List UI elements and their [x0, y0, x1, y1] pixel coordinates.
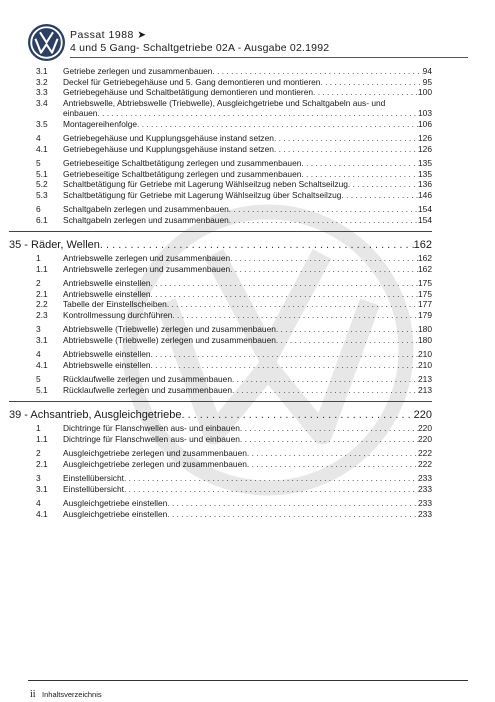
page-header	[28, 24, 468, 62]
toc-entry-title: Einstellübersicht	[63, 483, 124, 494]
header-model: Passat 1988 ➤	[70, 29, 147, 41]
toc-entry-page: 233	[418, 483, 432, 494]
toc-entry[interactable]	[36, 310, 432, 321]
toc-entry[interactable]	[36, 335, 432, 346]
toc-entry-title-line2: einbauen	[63, 108, 98, 118]
toc-entry-number: 1.1	[36, 433, 48, 444]
toc-entry-title-wrap	[63, 459, 432, 470]
toc-entry-page: 175	[418, 288, 432, 299]
toc-entry-page: 213	[418, 384, 432, 395]
toc-entry[interactable]	[36, 144, 432, 155]
toc-entry-title-wrap	[63, 473, 432, 484]
toc-entry-title-wrap	[63, 66, 432, 77]
toc-entry-page: 135	[418, 168, 432, 179]
toc-leader-dots	[100, 238, 414, 252]
toc-entry-title-wrap	[63, 98, 432, 109]
toc-entry-page: 233	[418, 508, 432, 519]
toc-entry-number: 5.1	[36, 384, 48, 395]
toc-entry-page: 94	[422, 66, 432, 76]
toc-entry[interactable]	[36, 289, 432, 300]
toc-entry[interactable]	[36, 349, 432, 360]
toc-leader-dots	[301, 158, 418, 169]
toc-entry-number: 4	[36, 349, 41, 359]
footer-rule	[28, 680, 468, 681]
toc-entry-title-wrap	[63, 423, 432, 434]
toc-entry-number: 1.1	[36, 263, 48, 274]
toc-entry-title-wrap	[63, 385, 432, 396]
toc-entry-page: 106	[418, 118, 432, 129]
toc-entry-title: Abtriebswelle einstellen	[63, 349, 151, 359]
toc-entry-title: Deckel für Getriebegehäuse und 5. Gang demontieren und montieren	[63, 76, 321, 87]
toc-entry-title: Antriebswelle zerlegen und zusammenbauen	[63, 263, 231, 274]
toc-entry-title: Antriebswelle einstellen	[63, 288, 151, 299]
toc-leader-dots	[181, 408, 413, 422]
toc-entry-title-wrap	[63, 169, 432, 180]
toc-entry-title: Ausgleichgetriebe einstellen	[63, 508, 168, 519]
toc-entry-number: 3	[36, 324, 41, 334]
toc-entry[interactable]	[36, 66, 432, 77]
toc-leader-dots	[229, 204, 418, 215]
toc-entry-title: Rücklaufwelle zerlegen und zusammenbauen	[63, 384, 232, 395]
toc-entry-title: Antriebswelle, Abtriebswelle (Triebwelle), Ausgleichgetriebe und Schaltgabeln aus- und	[63, 97, 386, 108]
toc-entry-number: 6	[36, 204, 41, 214]
toc-entry-page: 179	[418, 309, 432, 320]
toc-entry-title-wrap	[63, 289, 432, 300]
toc-entry-page: 233	[418, 498, 432, 508]
toc-entry-number: 6.1	[36, 214, 48, 225]
toc-entry-title-wrap	[63, 77, 432, 88]
toc-entry-title: Dichtringe für Flanschwellen aus- und einbauen	[63, 423, 240, 433]
toc-entry-title-wrap	[63, 87, 432, 98]
toc-entry-number: 1	[36, 423, 41, 433]
toc-leader-dots	[151, 289, 418, 300]
toc-entry-page: 103	[418, 108, 432, 118]
toc-leader-dots	[247, 448, 418, 459]
toc-entry[interactable]	[36, 423, 432, 434]
toc-entry-title-wrap	[63, 349, 432, 360]
toc-entry[interactable]	[36, 179, 432, 190]
toc-entry-title-wrap	[63, 434, 432, 445]
toc-entry-number: 4.1	[36, 508, 48, 519]
toc-entry[interactable]	[36, 278, 432, 289]
toc-entry-number: 4.1	[36, 143, 48, 154]
toc-leader-dots	[167, 509, 418, 520]
toc-entry-title-wrap	[63, 448, 432, 459]
toc-entry-page: 213	[418, 374, 432, 384]
page-footer	[30, 684, 102, 702]
toc-entry-title: Abtriebswelle einstellen	[63, 359, 151, 370]
toc-entry-title: Antriebswelle einstellen	[63, 278, 151, 288]
toc-entry-title: Getriebegehäuse und Schaltbetätigung demontieren und montieren	[63, 87, 314, 97]
toc-leader-dots	[274, 133, 418, 144]
toc-leader-dots	[320, 77, 422, 88]
toc-entry[interactable]	[36, 509, 432, 520]
toc-entry-number: 5	[36, 158, 41, 168]
toc-entry[interactable]	[36, 215, 432, 226]
toc-entry-page: 210	[418, 359, 432, 370]
toc-leader-dots	[167, 498, 418, 509]
toc-entry-number: 5.2	[36, 179, 48, 189]
toc-entry[interactable]	[36, 324, 432, 335]
toc-entry[interactable]	[36, 87, 432, 98]
toc-entry-title: Getriebeseitige Schaltbetätigung zerlegen und zusammenbauen	[63, 168, 302, 179]
toc-entry-title-wrap	[63, 335, 432, 346]
toc-entry-title: Montagereihenfolge	[63, 118, 138, 129]
toc-entry-page: 154	[418, 204, 432, 214]
toc-entry-title-wrap	[63, 324, 432, 335]
toc-entry-page: 233	[418, 473, 432, 483]
toc-entry[interactable]	[36, 360, 432, 371]
toc-entry-title: Rücklaufwelle zerlegen und zusammenbauen	[63, 374, 232, 384]
toc-entry[interactable]	[36, 498, 432, 509]
toc-leader-dots	[247, 459, 418, 470]
toc-entry-title-wrap	[63, 484, 432, 495]
toc-entry[interactable]	[36, 299, 432, 310]
toc-entry[interactable]	[36, 374, 432, 385]
toc-chapter[interactable]	[9, 231, 432, 252]
toc-entry[interactable]	[36, 133, 432, 144]
header-rule	[70, 57, 468, 58]
toc-entry[interactable]	[36, 190, 432, 201]
toc-leader-dots	[137, 119, 418, 130]
toc-entry[interactable]	[36, 448, 432, 459]
toc-entry-title: Ausgleichgetriebe einstellen	[63, 498, 168, 508]
toc-entry-number: 5	[36, 374, 41, 384]
toc-leader-dots	[301, 169, 418, 180]
toc-entry-title: Getriebeseitige Schaltbetätigung zerlegen und zusammenbauen	[63, 158, 302, 168]
toc-entry-title: Einstellübersicht	[63, 473, 124, 483]
toc-entry-page: 146	[418, 189, 432, 200]
toc-entry-number: 4	[36, 133, 41, 143]
toc-entry-page: 175	[418, 278, 432, 288]
toc-entry-title-wrap	[63, 133, 432, 144]
toc-leader-dots	[240, 423, 418, 434]
toc-leader-dots	[313, 87, 418, 98]
toc-entry-title: Schaltgabeln zerlegen und zusammenbauen	[63, 214, 229, 225]
toc-entry-title: Schaltbetätigung für Getriebe mit Lagerung Wählseilzug neben Schaltseilzug	[63, 179, 348, 189]
toc-entry-number: 5.1	[36, 168, 48, 179]
toc-leader-dots	[274, 144, 418, 155]
toc-entry[interactable]	[36, 264, 432, 275]
toc-leader-dots	[276, 335, 418, 346]
toc-leader-dots	[124, 484, 418, 495]
toc-entry-number: 3.1	[36, 334, 48, 345]
toc-entry-number: 3.4	[36, 97, 48, 108]
toc-entry-page: 177	[418, 299, 432, 309]
toc-leader-dots	[232, 385, 418, 396]
toc-chapter-page: 220	[413, 409, 432, 421]
toc-entry-page: 95	[422, 76, 432, 87]
toc-entry-title: Getriebegehäuse und Kupplungsgehäuse instand setzen	[63, 143, 274, 154]
toc-entry-number: 3	[36, 473, 41, 483]
toc-entry-title: Antriebswelle zerlegen und zusammenbauen	[63, 253, 231, 263]
toc-entry-page: 180	[418, 324, 432, 334]
toc-entry-page: 220	[418, 423, 432, 433]
toc-entry-title-wrap	[63, 108, 432, 119]
vw-logo-icon	[28, 24, 65, 61]
toc-entry-page: 222	[418, 448, 432, 458]
toc-entry-number: 2.3	[36, 309, 48, 320]
toc-leader-dots	[151, 278, 418, 289]
toc-entry[interactable]	[36, 169, 432, 180]
toc-entry[interactable]	[36, 158, 432, 169]
toc-entry-title: Abtriebswelle (Triebwelle) zerlegen und zusammenbauen	[63, 334, 276, 345]
toc-entry[interactable]	[36, 484, 432, 495]
toc-leader-dots	[212, 66, 422, 77]
toc-leader-dots	[230, 253, 418, 264]
toc-entry-title-wrap	[63, 374, 432, 385]
toc-leader-dots	[229, 215, 418, 226]
toc-leader-dots	[124, 473, 418, 484]
toc-leader-dots	[232, 374, 418, 385]
toc-entry-page: 220	[418, 433, 432, 444]
toc-entry-number: 2	[36, 278, 41, 288]
toc-leader-dots	[151, 360, 418, 371]
toc-entry-number: 3.2	[36, 76, 48, 87]
header-subtitle: 4 und 5 Gang- Schaltgetriebe 02A - Ausgabe 02.1992	[70, 42, 330, 54]
toc-entry-page: 210	[418, 349, 432, 359]
footer-label: Inhaltsverzeichnis	[42, 690, 102, 699]
toc-entry-page: 162	[418, 253, 432, 263]
toc-entry-title-wrap	[63, 310, 432, 321]
toc-entry-number: 5.3	[36, 189, 48, 200]
toc-entry-number: 4	[36, 498, 41, 508]
toc-entry-number: 4.1	[36, 359, 48, 370]
toc-entry-title-wrap	[63, 158, 432, 169]
toc-entry-page: 126	[418, 133, 432, 143]
toc-entry-page: 100	[418, 87, 432, 97]
toc-entry-page: 154	[418, 214, 432, 225]
toc-entry-title: Getriebegehäuse und Kupplungsgehäuse instand setzen	[63, 133, 274, 143]
toc-entry[interactable]	[36, 119, 432, 130]
page-number: ii	[30, 689, 36, 700]
toc-entry-title-wrap	[63, 509, 432, 520]
toc-entry-number: 2.1	[36, 288, 48, 299]
toc-entry-title: Kontrollmessung durchführen	[63, 309, 173, 320]
toc-chapter-title: 39 - Achsantrieb, Ausgleichgetriebe	[9, 409, 182, 421]
toc-leader-dots	[172, 310, 418, 321]
toc-entry-number: 2.1	[36, 458, 48, 469]
toc-entry-title: Dichtringe für Flanschwellen aus- und einbauen	[63, 433, 240, 444]
toc-entry[interactable]	[36, 98, 432, 109]
toc-leader-dots	[240, 434, 418, 445]
toc-entry-page: 135	[418, 158, 432, 168]
toc-entry-title-wrap	[63, 179, 432, 190]
toc-leader-dots	[276, 324, 418, 335]
toc-entry-title-wrap	[63, 204, 432, 215]
toc-entry-title-wrap	[63, 498, 432, 509]
toc-entry-number: 3.1	[36, 66, 48, 76]
toc-entry-page: 136	[418, 179, 432, 189]
toc-leader-dots	[341, 190, 418, 201]
toc-leader-dots	[230, 264, 418, 275]
toc-entry[interactable]	[36, 77, 432, 88]
toc-leader-dots	[151, 349, 418, 360]
toc-entry-title-wrap	[63, 190, 432, 201]
toc-entry[interactable]	[36, 459, 432, 470]
toc-entry[interactable]	[36, 385, 432, 396]
toc-chapter[interactable]	[9, 401, 432, 422]
toc-entry-number: 3.5	[36, 118, 48, 129]
toc-leader-dots	[167, 299, 418, 310]
toc-entry-page: 162	[418, 263, 432, 274]
toc-entry-page: 126	[418, 143, 432, 154]
toc-entry-continuation[interactable]	[36, 108, 432, 119]
toc-entry-page: 180	[418, 334, 432, 345]
toc-entry-number: 3.3	[36, 87, 48, 97]
toc-entry-title: Abtriebswelle (Triebwelle) zerlegen und zusammenbauen	[63, 324, 276, 334]
toc-entry-title: Schaltgabeln zerlegen und zusammenbauen	[63, 204, 229, 214]
toc-chapter-page: 162	[413, 239, 432, 251]
toc-entry-number: 2.2	[36, 299, 48, 309]
toc-leader-dots	[348, 179, 418, 190]
toc-entry-title-wrap	[63, 119, 432, 130]
toc-entry-number: 3.1	[36, 483, 48, 494]
toc-entry-title: Schaltbetätigung für Getriebe mit Lagerung Wählseilzug über Schaltseilzug	[63, 189, 342, 200]
toc-entry[interactable]	[36, 253, 432, 264]
toc-entry-title: Tabelle der Einstellscheiben	[63, 299, 167, 309]
toc-entry-title-wrap	[63, 264, 432, 275]
toc-entry-title-wrap	[63, 253, 432, 264]
toc-leader-dots	[97, 108, 418, 119]
toc-entry-title: Ausgleichgetriebe zerlegen und zusammenbauen	[63, 448, 247, 458]
toc-entry-number: 2	[36, 448, 41, 458]
toc-entry[interactable]	[36, 434, 432, 445]
toc-entry-title: Getriebe zerlegen und zusammenbauen	[63, 66, 213, 76]
table-of-contents	[9, 66, 432, 519]
toc-entry[interactable]	[36, 204, 432, 215]
toc-entry-title-wrap	[63, 360, 432, 371]
toc-entry-title-wrap	[63, 215, 432, 226]
toc-entry-title-wrap	[63, 299, 432, 310]
toc-entry[interactable]	[36, 473, 432, 484]
toc-entry-title-wrap	[63, 278, 432, 289]
toc-entry-title-wrap	[63, 144, 432, 155]
toc-chapter-title: 35 - Räder, Wellen	[9, 239, 100, 251]
toc-entry-page: 222	[418, 458, 432, 469]
toc-entry-title: Ausgleichgetriebe zerlegen und zusammenbauen	[63, 458, 247, 469]
toc-entry-number: 1	[36, 253, 41, 263]
